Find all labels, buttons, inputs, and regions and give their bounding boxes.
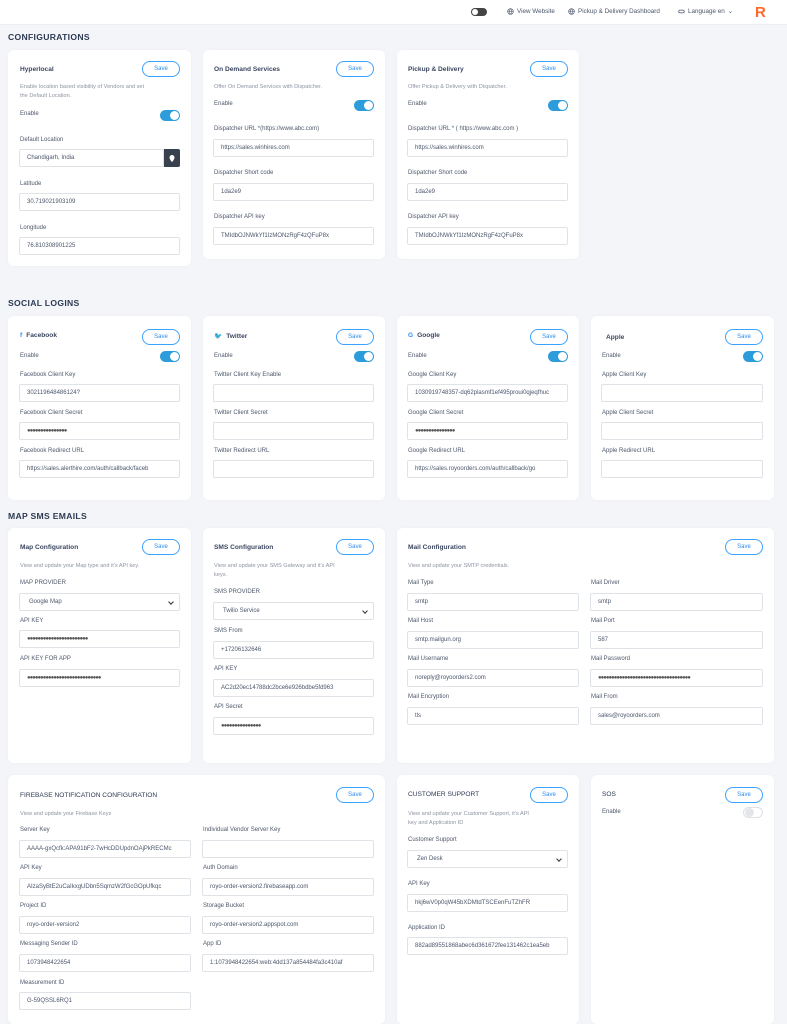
enable-label: Enable	[602, 809, 621, 815]
save-button[interactable]: Save	[336, 539, 374, 555]
client-key-label: Facebook Client Key	[20, 372, 76, 378]
dashboard-link[interactable]	[568, 8, 660, 15]
sms-provider-label: SMS PROVIDER	[214, 589, 261, 595]
measurement-id-input[interactable]: G-59QSSL6RQ1	[19, 992, 191, 1010]
card-title: On Demand Services	[214, 66, 280, 73]
password-mask: ●●●●●●●●●●●●●●●●●●●●●●●●●●●●●●●●●●●	[598, 675, 690, 681]
latitude-label: Latitude	[20, 181, 42, 187]
firebase-card	[8, 775, 385, 1024]
short-code-input[interactable]: 1da2e9	[213, 183, 374, 201]
save-button[interactable]: Save	[530, 329, 568, 345]
card-title: SMS Configuration	[214, 544, 274, 551]
card-title: Mail Configuration	[408, 544, 466, 551]
language-label: Language en	[688, 8, 725, 15]
language-dropdown[interactable]	[678, 8, 733, 15]
password-mask: ●●●●●●●●●●●●●●●	[27, 428, 67, 434]
enable-label: Enable	[408, 101, 427, 107]
enable-label: Enable	[214, 353, 233, 359]
card-title	[602, 334, 624, 341]
longitude-input[interactable]: 76.810308901225	[19, 237, 180, 255]
redirect-url-label: Google Redirect URL	[408, 448, 466, 454]
section-title-social-logins: SOCIAL LOGINS	[8, 298, 80, 308]
on-demand-enable-toggle[interactable]	[354, 100, 374, 111]
view-website-label: View Website	[517, 8, 555, 15]
auth-domain-label: Auth Domain	[203, 865, 238, 871]
storage-bucket-label: Storage Bucket	[203, 903, 245, 909]
redirect-url-label: Facebook Redirect URL	[20, 448, 85, 454]
api-key-input[interactable]: AC2d20ec14788dc2bce6e926bdbe5fd963	[213, 679, 374, 697]
card-title	[408, 332, 440, 339]
application-id-label: Application ID	[408, 925, 446, 931]
app-api-key-label: API KEY FOR APP	[20, 656, 71, 662]
language-icon	[678, 8, 685, 15]
dashboard-label: Pickup & Delivery Dashboard	[578, 8, 660, 15]
api-key-label: API KEY	[20, 618, 44, 624]
client-secret-label: Apple Client Secret	[602, 410, 654, 416]
api-secret-label: API Secret	[214, 704, 243, 710]
dispatcher-url-input[interactable]: https://sales.winhires.com	[213, 139, 374, 157]
api-key-input[interactable]	[19, 630, 180, 648]
globe-icon	[507, 8, 514, 15]
api-key-input[interactable]: TMIdbOJNWkYf1IzMONzRgF4zQFuP8x	[407, 227, 568, 245]
google-icon: G	[408, 332, 414, 339]
card-description: View and update your SMS Gateway and it's API	[214, 563, 335, 569]
client-secret-label: Facebook Client Secret	[20, 410, 83, 416]
dispatcher-url-label: Dispatcher URL *(https://www.abc.com)	[214, 126, 320, 132]
dispatcher-url-label: Dispatcher URL * ( https://www.abc.com )	[408, 126, 519, 132]
redirect-url-label: Twitter Redirect URL	[214, 448, 270, 454]
card-description: Offer Pickup & Delivery with Dispatcher.	[408, 84, 507, 90]
card-title: Map Configuration	[20, 544, 79, 551]
twitter-card	[203, 316, 385, 500]
sos-enable-toggle[interactable]	[743, 807, 763, 818]
save-button[interactable]: Save	[530, 787, 568, 803]
enable-label: Enable	[408, 353, 427, 359]
enable-label: Enable	[214, 101, 233, 107]
short-code-input[interactable]: 1da2e9	[407, 183, 568, 201]
mail-username-input[interactable]: noreply@royoorders2.com	[407, 669, 579, 687]
default-location-label: Default Location	[20, 137, 64, 143]
support-api-key-input[interactable]: hkj6wV0p0qW45bXDMtdTSCEenFuTZhFR	[407, 894, 568, 912]
card-title-label: Facebook	[26, 332, 57, 339]
enable-label: Enable	[20, 353, 39, 359]
api-key-label: API KEY	[214, 666, 238, 672]
mail-driver-label: Mail Driver	[591, 580, 620, 586]
firebase-api-key-input[interactable]: AIzaSyBtE2uCaIkxgUDbn5SqmzW2fGcGOpUfkqc	[19, 878, 191, 896]
card-title-label: Apple	[606, 334, 625, 341]
vendor-server-key-label: Individual Vendor Server Key	[203, 827, 281, 833]
hyperlocal-card	[8, 50, 191, 266]
mail-port-label: Mail Port	[591, 618, 615, 624]
card-title: Hyperlocal	[20, 66, 54, 73]
customer-support-card	[397, 775, 579, 1024]
password-mask: ●●●●●●●●●●●●●●●	[221, 723, 261, 729]
sms-provider-select[interactable]: Twilio Service	[213, 602, 374, 620]
google-enable-toggle[interactable]	[548, 351, 568, 362]
mail-driver-input[interactable]: smtp	[590, 593, 763, 611]
facebook-enable-toggle[interactable]	[160, 351, 180, 362]
save-button[interactable]: Save	[142, 539, 180, 555]
api-secret-input[interactable]	[213, 717, 374, 735]
client-secret-input[interactable]	[213, 422, 374, 440]
mail-username-label: Mail Username	[408, 656, 449, 662]
client-key-label: Apple Client Key	[602, 372, 647, 378]
client-key-input[interactable]: 1030919748357-dq62plasmf1ef495proui0qjeqfhuc	[407, 384, 568, 402]
api-key-input[interactable]: TMIdbOJNWkYf1IzMONzRgF4zQFuP8x	[213, 227, 374, 245]
card-description: key and Application ID	[408, 820, 464, 826]
save-button[interactable]: Save	[336, 329, 374, 345]
save-button[interactable]: Save	[530, 61, 568, 77]
save-button[interactable]: Save	[336, 61, 374, 77]
map-configuration-card	[8, 528, 191, 763]
app-id-label: App ID	[203, 941, 222, 947]
map-provider-select[interactable]: Google Map	[19, 593, 180, 611]
client-key-input[interactable]: 302119648486124?	[19, 384, 180, 402]
save-button[interactable]: Save	[142, 329, 180, 345]
redirect-url-input[interactable]: https://sales.alerthire.com/auth/callback/faceb	[19, 460, 180, 478]
view-website-link[interactable]	[507, 8, 555, 15]
default-location-input[interactable]: Chandigarh, India	[19, 149, 164, 167]
storage-bucket-input[interactable]: royo-order-version2.appspot.com	[202, 916, 374, 934]
customer-support-select[interactable]: Zen Desk	[407, 850, 568, 868]
client-secret-input[interactable]	[407, 422, 568, 440]
project-id-label: Project ID	[20, 903, 47, 909]
apple-enable-toggle[interactable]	[743, 351, 763, 362]
theme-toggle[interactable]	[471, 8, 487, 16]
facebook-icon: f	[20, 332, 23, 339]
card-title-label: Twitter	[226, 332, 248, 340]
save-button[interactable]: Save	[336, 787, 374, 803]
short-code-label: Dispatcher Short code	[214, 170, 274, 176]
card-title: SOS	[602, 791, 616, 798]
save-button[interactable]: Save	[142, 61, 180, 77]
section-title-configurations: CONFIGURATIONS	[8, 32, 90, 42]
mail-password-input[interactable]	[590, 669, 763, 687]
card-title	[214, 332, 247, 340]
redirect-url-input[interactable]	[601, 460, 763, 478]
client-secret-input[interactable]	[19, 422, 180, 440]
card-description: keys.	[214, 572, 228, 578]
customer-support-label: Customer Support	[408, 837, 457, 843]
apple-card	[591, 316, 774, 500]
app-id-input[interactable]: 1:1073948422654:web:4dd137a854484fa3c410af	[202, 954, 374, 972]
save-button[interactable]: Save	[725, 787, 763, 803]
mail-type-input[interactable]: smtp	[407, 593, 579, 611]
on-demand-card	[203, 50, 385, 259]
client-secret-label: Twitter Client Secret	[214, 410, 268, 416]
card-description: View and update your Firebase Keys	[20, 811, 112, 817]
mail-encryption-label: Mail Encryption	[408, 694, 450, 700]
brand-logo: R	[755, 4, 766, 21]
mail-host-input[interactable]: smtp.mailgun.org	[407, 631, 579, 649]
server-key-label: Server Key	[20, 827, 50, 833]
save-button[interactable]: Save	[725, 329, 763, 345]
pickup-delivery-card	[397, 50, 579, 259]
longitude-label: Longitude	[20, 225, 47, 231]
top-bar	[0, 0, 787, 25]
card-description: Offer On Demand Services with Dispatcher.	[214, 84, 323, 90]
section-title-map-sms-emails: MAP SMS EMAILS	[8, 511, 88, 521]
support-api-key-label: API Key	[408, 881, 430, 887]
short-code-label: Dispatcher Short code	[408, 170, 468, 176]
card-description: the Default Location.	[20, 93, 72, 99]
client-key-label: Twitter Client Key Enable	[214, 372, 282, 378]
card-title: Pickup & Delivery	[408, 66, 464, 73]
client-key-label: Google Client Key	[408, 372, 457, 378]
password-mask: ●●●●●●●●●●●●●●●	[415, 428, 455, 434]
save-button[interactable]: Save	[725, 539, 763, 555]
measurement-id-label: Measurement ID	[20, 980, 65, 986]
sms-configuration-card	[203, 528, 385, 763]
client-secret-input[interactable]	[601, 422, 763, 440]
api-key-label: Dispatcher API key	[214, 214, 265, 220]
mail-from-input[interactable]: sales@royoorders.com	[590, 707, 763, 725]
sender-id-input[interactable]: 1073948422654	[19, 954, 191, 972]
redirect-url-label: Apple Redirect URL	[602, 448, 656, 454]
card-description: View and update your SMTP credentials.	[408, 563, 510, 569]
client-secret-label: Google Client Secret	[408, 410, 464, 416]
client-key-input[interactable]	[601, 384, 763, 402]
mail-type-label: Mail Type	[408, 580, 434, 586]
sms-from-input[interactable]: +17206132646	[213, 641, 374, 659]
mail-host-label: Mail Host	[408, 618, 434, 624]
mail-from-label: Mail From	[591, 694, 618, 700]
password-mask: ●●●●●●●●●●●●●●●●●●●●●●●	[27, 636, 88, 642]
enable-label: Enable	[602, 353, 621, 359]
app-api-key-input[interactable]	[19, 669, 180, 687]
api-key-label: Dispatcher API key	[408, 214, 459, 220]
mail-encryption-input[interactable]: tls	[407, 707, 579, 725]
dispatcher-url-input[interactable]: https://sales.winhires.com	[407, 139, 568, 157]
mail-configuration-card	[397, 528, 774, 763]
mail-port-input[interactable]: 587	[590, 631, 763, 649]
sms-from-label: SMS From	[214, 628, 243, 634]
auth-domain-input[interactable]: royo-order-version2.firebaseapp.com	[202, 878, 374, 896]
card-description: Enable location based visibility of Vendors and set	[20, 84, 145, 90]
twitter-icon: 🐦	[214, 333, 223, 340]
card-description: View and update your Map type and it's API key.	[20, 563, 140, 569]
chevron-down-icon: ⌄	[727, 8, 734, 15]
sos-card	[591, 775, 774, 1024]
twitter-enable-toggle[interactable]	[354, 351, 374, 362]
facebook-card	[8, 316, 191, 500]
card-title: CUSTOMER SUPPORT	[408, 791, 480, 798]
firebase-api-key-label: API Key	[20, 865, 42, 871]
application-id-input[interactable]: 882ad89551868abec6d361672fee131462c1ea5eb	[407, 937, 568, 955]
location-pin-button[interactable]	[164, 149, 180, 167]
card-title: FIREBASE NOTIFICATION CONFIGURATION	[20, 792, 158, 799]
server-key-input[interactable]: AAAA-gxQcfk:APA91bF2-7wHcDDUpdnOAjPkRECMc	[19, 840, 191, 858]
globe-icon	[568, 8, 575, 15]
card-title-label: Google	[417, 332, 440, 339]
client-key-input[interactable]	[213, 384, 374, 402]
google-card	[397, 316, 579, 500]
card-title	[20, 332, 57, 339]
redirect-url-input[interactable]: https://sales.royoorders.com/auth/callback/go	[407, 460, 568, 478]
sender-id-label: Messaging Sender ID	[20, 941, 78, 947]
card-description: View and update your Customer Support, it's API	[408, 811, 529, 817]
map-pin-icon	[169, 155, 175, 162]
pickup-enable-toggle[interactable]	[548, 100, 568, 111]
vendor-server-key-input[interactable]	[202, 840, 374, 858]
mail-password-label: Mail Password	[591, 656, 631, 662]
latitude-input[interactable]: 30.719021903109	[19, 193, 180, 211]
password-mask: ●●●●●●●●●●●●●●●●●●●●●●●●●●●●	[27, 675, 101, 681]
map-provider-label: MAP PROVIDER	[20, 580, 66, 586]
enable-label: Enable	[20, 111, 39, 117]
hyperlocal-enable-toggle[interactable]	[160, 110, 180, 121]
redirect-url-input[interactable]	[213, 460, 374, 478]
project-id-input[interactable]: royo-order-version2	[19, 916, 191, 934]
